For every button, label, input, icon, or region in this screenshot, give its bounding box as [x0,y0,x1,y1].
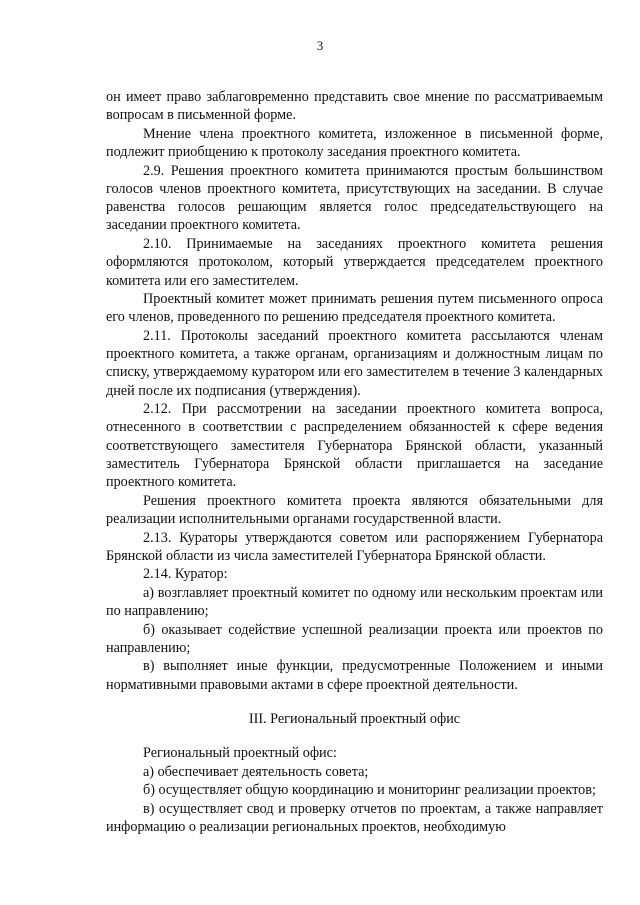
list-item: в) выполняет иные функции, предусмотренные Положением и иными нормативными правовыми актами в сфере проектной деятельности. [106,658,603,693]
list-item: б) оказывает содействие успешной реализации проекта или проектов по направлению; [106,621,603,656]
paragraph-2-9: 2.9. Решения проектного комитета принимаются простым большинством голосов членов проектного комитета, присутствующих на заседании. В случае равенства голосов решающим является голос председательствующего на заседании проектного комитета. [106,162,603,234]
section-title: III. Региональный проектный офис [248,711,461,728]
document-body [106,88,603,837]
paragraph-2-11: 2.11. Протоколы заседаний проектного комитета рассылаются членам проектного комитета, а также органам, организациям и должностным лицам по списку, утверждаемому куратором или его заместителем в течение 3 календарных дней после их подписания (утверждения). [106,327,603,399]
page-number: 3 [316,38,324,53]
list-item: в) осуществляет свод и проверку отчетов по проектам, а также направляет информацию о реализации региональных проектов, необходимую [106,800,603,836]
paragraph-2-14: 2.14. Куратор: [143,566,228,583]
paragraph: Решения проектного комитета проекта являются обязательными для реализации исполнительными органами государственной власти. [106,492,603,528]
paragraph-2-10: 2.10. Принимаемые на заседаниях проектного комитета решения оформляются протоколом, который утверждается председателем проектного комитета или его заместителем. [106,235,603,289]
list-item: б) осуществляет общую координацию и мониторинг реализации проектов; [143,782,596,799]
paragraph: Региональный проектный офис: [143,745,337,762]
paragraph-2-12: 2.12. При рассмотрении на заседании проектного комитета вопроса, отнесенного в соответствии с распределением обязанностей к сфере ведения соответствующего заместителя Губернатора Брянской области, указанный заместитель Губернатора Брянской области приглашается на заседание проектного комитета. [106,401,603,491]
paragraph-2-13: 2.13. Кураторы утверждаются советом или распоряжением Губернатора Брянской области из числа заместителей Губернатора Брянской области. [106,529,603,564]
list-item: а) возглавляет проектный комитет по одному или нескольким проектам или по направлению; [106,584,603,620]
paragraph: Проектный комитет может принимать решения путем письменного опроса его членов, проведенного по решению председателя проектного комитета. [106,291,603,326]
paragraph: он имеет право заблаговременно представить свое мнение по рассматриваемым вопросам в письменной форме. [106,89,603,124]
paragraph: Мнение члена проектного комитета, изложенное в письменной форме, подлежит приобщению к протоколу заседания проектного комитета. [106,125,603,161]
list-item: а) обеспечивает деятельность совета; [143,763,369,780]
